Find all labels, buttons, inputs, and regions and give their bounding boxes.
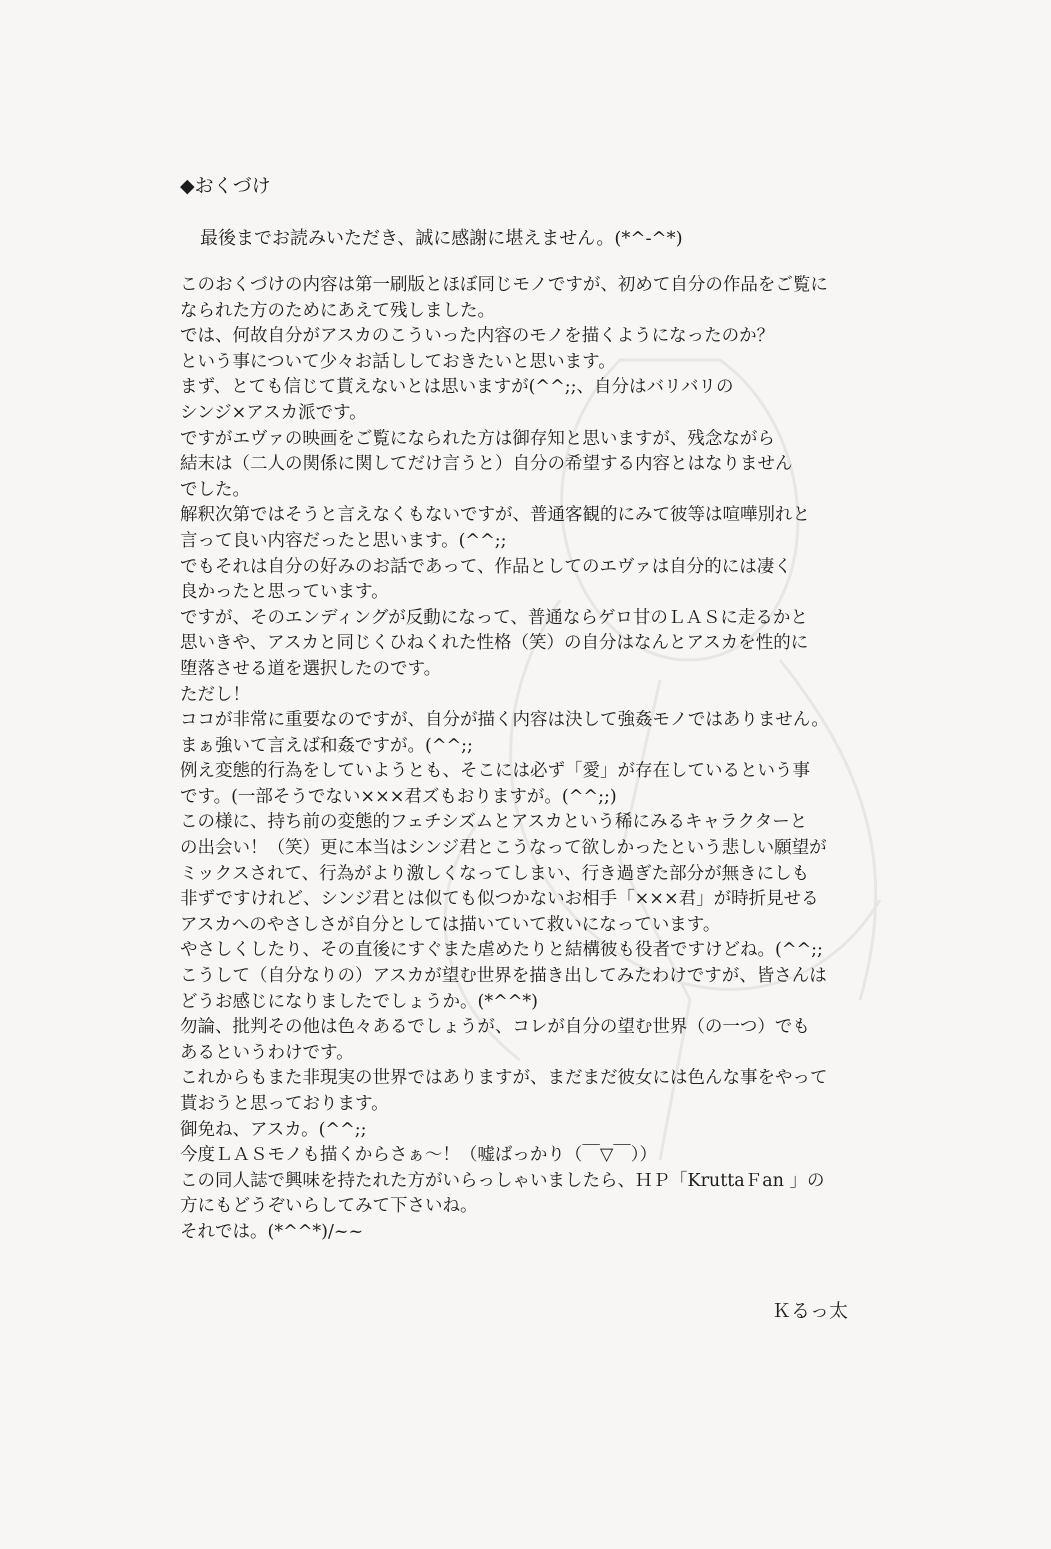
body-line: 御免ね、アスカ。(^^;; [180,1119,367,1140]
body-line: ミックスされて、行為がより激しくなってしまい、行き過ぎた部分が無きにしも [180,863,810,884]
body-line: 思いきや、アスカと同じくひねくれた性格（笑）の自分はなんとアスカを性的に [180,633,809,654]
body-text [180,273,880,1246]
body-line: という事について少々お話ししておきたいと思います。 [180,351,616,372]
body-line: 解釈次第ではそうと言えなくもないですが、普通客観的にみて彼等は喧嘩別れと [180,505,810,526]
body-line: どうお感じになりましたでしょうか。(*^^*) [180,991,538,1012]
body-line: 方にもどうぞいらしてみて下さいね。 [180,1196,478,1217]
body-line: それでは。(*^^*)/~~ [180,1221,364,1242]
body-line: やさしくしたり、その直後にすぐまた虐めたりと結構彼も役者ですけどね。(^^;; [180,940,823,961]
body-line: です。(一部そうでない×××君ズもおりますが。(^^;;) [180,786,617,807]
body-line: でした。 [180,479,250,500]
body-line: でもそれは自分の好みのお話であって、作品としてのエヴァは自分的には凄く [180,556,792,577]
body-line: 言って良い内容だったと思います。(^^;; [180,530,507,551]
body-line: では、何故自分がアスカのこういった内容のモノを描くようになったのか？ [180,326,775,347]
body-line: シンジ×アスカ派です。 [180,402,367,423]
page-heading: ◆おくづけ [180,175,271,197]
body-line: あるというわけです。 [180,1042,354,1063]
body-line: こうして（自分なりの）アスカが望む世界を描き出してみたわけですが、皆さんは [180,966,827,987]
body-line: アスカへのやさしさが自分としては描いていて救いになっています。 [180,914,721,935]
body-line: まず、とても信じて貰えないとは思いますが(^^;;、自分はバリバリの [180,377,734,398]
body-line: 結末は（二人の関係に関してだけ言うと）自分の希望する内容とはなりません [180,454,793,475]
intro-paragraph: 最後までお読みいただき、誠に感謝に堪えません。(*^-^*) [200,228,683,249]
body-line: の出会い！（笑）更に本当はシンジ君とこうなって欲しかったという悲しい願望が [180,838,827,859]
body-line: このおくづけの内容は第一刷版とほぼ同じモノですが、初めて自分の作品をご覧に [180,275,828,295]
body-line: この同人誌で興味を持たれた方がいらっしゃいましたら、ＨＰ「KruttaＦan 」の [180,1170,825,1191]
body-line: 堕落させる道を選択したのです。 [180,658,442,679]
body-line: ただし！ [180,684,250,705]
body-line: この様に、持ち前の変態的フェチシズムとアスカという稀にみるキャラクターと [180,812,808,833]
body-line: なられた方のためにあえて残しました。 [180,300,495,321]
body-line: これからもまた非現実の世界ではありますが、まだまだ彼女には色んな事をやって [180,1068,828,1089]
body-line: 例え変態的行為をしていようとも、そこには必ず「愛」が存在しているという事 [180,761,810,782]
body-line: ですが、そのエンディングが反動になって、普通ならゲロ甘のＬＡＳに走るかと [180,607,808,628]
body-line: ココが非常に重要なのですが、自分が描く内容は決して強姦モノではありません。 [180,710,829,731]
body-line: 貰おうと思っております。 [180,1094,389,1114]
body-line: まぁ強いて言えば和姦ですが。(^^;; [180,735,473,756]
body-line: 今度ＬＡＳモノも描くからさぁ～！（嘘ばっかり（￣▽￣）） [180,1145,658,1166]
body-line: ですがエヴァの映画をご覧になられた方は御存知と思いますが、残念ながら [180,428,775,449]
body-line: 勿論、批判その他は色々あるでしょうが、コレが自分の望む世界（の一つ）でも [180,1017,810,1038]
body-line: 非ずですけれど、シンジ君とは似ても似つかないお相手「×××君」が時折見せる [180,889,819,910]
body-line: 良かったと思っています。 [180,582,389,603]
author-signature: Ｋるっ太 [772,1300,849,1322]
